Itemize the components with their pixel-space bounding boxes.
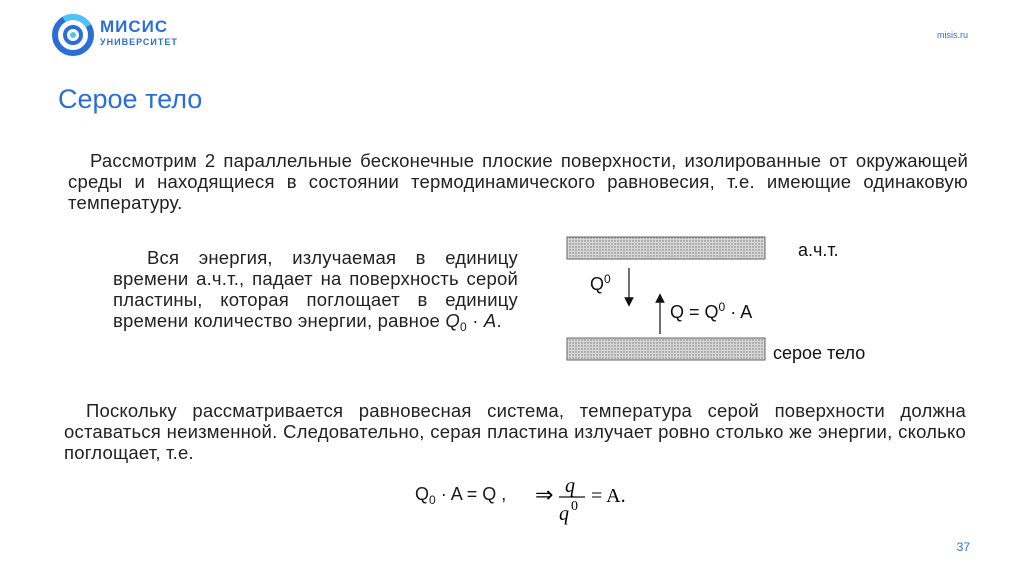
formula-left — [415, 484, 506, 507]
plates-diagram-graphic — [560, 228, 920, 368]
blackbody-plate — [567, 237, 765, 259]
q-equation-text: Q = Q — [670, 302, 719, 322]
fraction-numerator: q — [565, 476, 575, 497]
q-subscript: 0 — [459, 320, 467, 334]
implies-arrow: ⇒ — [535, 482, 554, 507]
page-title: Серое тело — [58, 84, 203, 114]
q0-label — [590, 272, 611, 295]
energy-paragraph — [113, 247, 518, 338]
plates-diagram — [560, 228, 920, 368]
site-link[interactable]: misis.ru — [937, 30, 968, 40]
logo-wordmark — [100, 18, 178, 47]
fraction-rhs: = A. — [591, 485, 626, 507]
graybody-label: серое тело — [773, 343, 866, 363]
logo-name: МИСИС — [100, 17, 169, 36]
fraction-denominator-superscript: 0 — [571, 499, 578, 514]
formula-q: Q — [415, 484, 430, 504]
fraction-graphic — [535, 476, 665, 532]
fraction-denominator: q — [559, 503, 569, 525]
q-equation-tail: · A — [725, 302, 753, 322]
q-equation-superscript: 0 — [718, 300, 726, 314]
formula-left-rest: · A = Q , — [435, 484, 507, 504]
q-equation-label — [670, 300, 752, 323]
q-symbol: Q — [445, 310, 460, 331]
period: . — [496, 310, 502, 331]
energy-paragraph-text: Вся энергия, излучаемая в единицу времени а.ч.т., падает на поверхность серой пластины, которая поглощает в единицу времени количество энергии, равное — [113, 247, 518, 331]
a-symbol: A — [483, 310, 497, 331]
formula-q-subscript: 0 — [429, 493, 436, 507]
q0-symbol: Q — [590, 274, 605, 294]
misis-logo-icon — [52, 14, 94, 56]
logo-subtitle: УНИВЕРСИТЕТ — [100, 37, 178, 47]
dot-operator: · — [466, 310, 484, 331]
blackbody-label: а.ч.т. — [798, 240, 839, 260]
gray-plate — [567, 338, 765, 360]
page-number: 37 — [956, 540, 970, 554]
equilibrium-paragraph: Поскольку рассматривается равновесная система, температура серой поверхности должна оставаться неизменной. Следовательно, серая пластина излучает ровно столько же энергии, сколько поглощает, т.е. — [64, 400, 966, 463]
q0-superscript: 0 — [604, 272, 611, 286]
intro-paragraph: Рассмотрим 2 параллельные бесконечные плоские поверхности, изолированные от окружающей среды и находящиеся в состоянии термодинамического равновесия, т.е. имеющие одинаковую температуру. — [68, 150, 968, 213]
balance-formula — [415, 476, 675, 536]
